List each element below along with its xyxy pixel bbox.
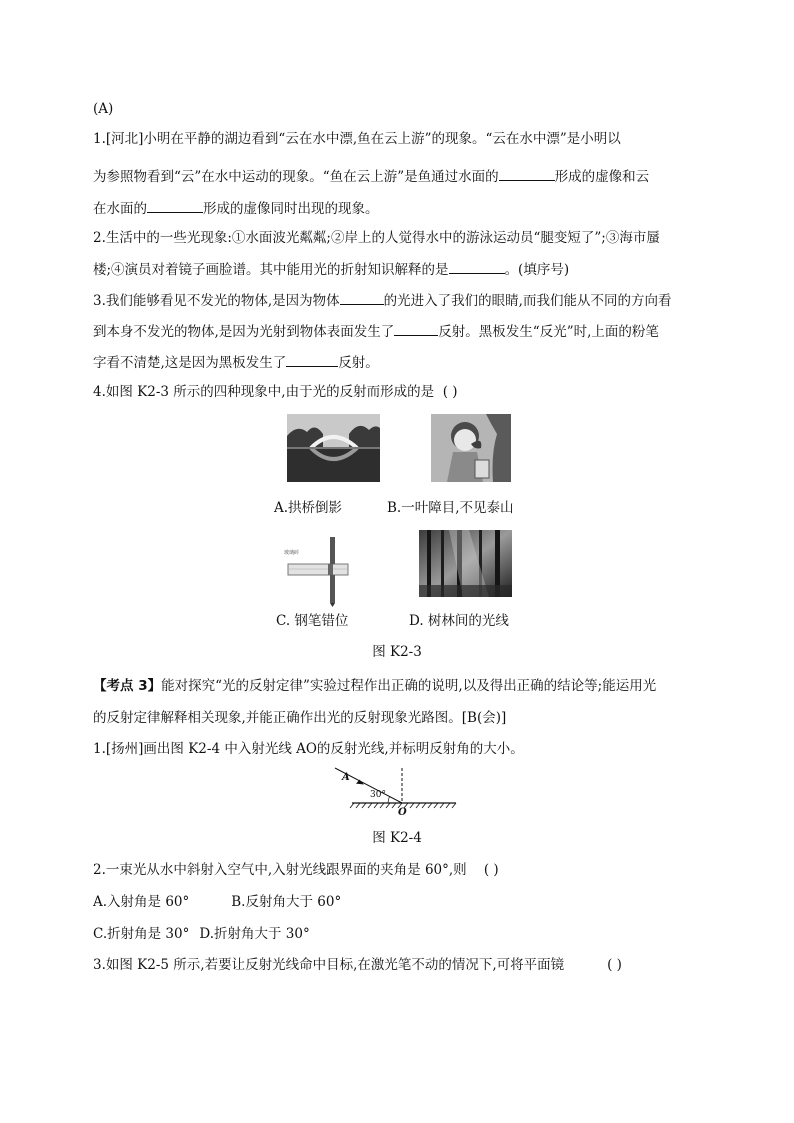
leaf-cartoon-svg <box>431 414 511 482</box>
k3q2-stem-text: 2.一束光从水中斜射入空气中,入射光线跟界面的夹角是 60°,则 <box>93 862 467 878</box>
k3q3-stem <box>93 956 622 974</box>
k3q3-stem-text: 3.如图 K2-5 所示,若要让反射光线命中目标,在激光笔不动的情况下,可将平面镜 <box>93 957 565 973</box>
kaodian-3-tag: 【考点 3】 <box>93 678 162 694</box>
q2-line-1: 2.生活中的一些光现象:①水面波光粼粼;②岸上的人觉得水中的游泳运动员“腿变短了”;③海市蜃 <box>93 230 660 246</box>
answer-blank[interactable] <box>394 321 438 336</box>
q3-line-1-a: 3.我们能够看见不发光的物体,是因为物体 <box>93 293 340 309</box>
q1-line-2 <box>93 166 649 186</box>
kaodian-3-line-1-text: 能对探究“光的反射定律”实验过程作出正确的说明,以及得出正确的结论等;能运用光 <box>161 678 657 694</box>
q3-line-3 <box>93 352 379 372</box>
kaodian-3-line-1 <box>93 677 656 695</box>
figure-k2-3-caption: 图 K2-3 <box>372 644 422 660</box>
q1-line-3 <box>93 198 379 218</box>
k3q2-options-row-1 <box>93 893 341 911</box>
option-a-label: A.拱桥倒影 <box>274 500 343 516</box>
answer-blank[interactable] <box>340 290 384 305</box>
q2-line-2-b: 。(填序号) <box>504 262 570 278</box>
k3q2-stem <box>93 861 499 879</box>
answer-blank[interactable] <box>147 198 203 213</box>
q4-stem-text: 4.如图 K2-3 所示的四种现象中,由于光的反射而形成的是 <box>93 384 435 400</box>
forest-light-photo <box>419 530 512 597</box>
q4-stem <box>93 383 458 401</box>
k3q2-option-b: B.反射角大于 60° <box>231 894 342 910</box>
q3-line-2-b: 反射。黑板发生“反光”时,上面的粉笔 <box>438 324 659 340</box>
q3-line-2 <box>93 321 659 341</box>
point-o-label: O <box>398 807 407 818</box>
kaodian-3-line-2: 的反射定律解释相关现象,并能正确作出光的反射现象光路图。[B(会)] <box>93 710 507 726</box>
section-label: (A) <box>93 101 114 117</box>
q1-line-3-b: 形成的虚像同时出现的现象。 <box>203 201 379 217</box>
q3-line-1-b: 的光进入了我们的眼睛,而我们能从不同的方向看 <box>383 293 672 309</box>
q1-line-2-b: 形成的虚像和云 <box>554 169 650 185</box>
figure-k2-4 <box>330 766 462 824</box>
angle-30-label: 30° <box>370 790 386 800</box>
option-c-label: C. 钢笔错位 <box>276 613 349 629</box>
k3q1-stem: 1.[扬州]画出图 K2-4 中入射光线 AO的反射光线,并标明反射角的大小。 <box>93 741 524 757</box>
point-a-label: A <box>342 772 350 783</box>
q2-line-2-a: 楼;④演员对着镜子画脸谱。其中能用光的折射知识解释的是 <box>93 262 449 278</box>
forest-light-svg <box>419 530 512 597</box>
option-b-label: B.一叶障目,不见泰山 <box>387 500 514 516</box>
arch-bridge-photo-svg <box>287 414 380 482</box>
q3-line-1 <box>93 290 671 310</box>
q2-line-2 <box>93 259 569 279</box>
k3q2-option-a: A.入射角是 60° <box>93 894 190 910</box>
pen-glass-picture <box>282 535 352 607</box>
answer-paren[interactable]: ( ) <box>442 384 458 400</box>
answer-paren[interactable]: ( ) <box>607 957 622 973</box>
q1-line-3-a: 在水面的 <box>93 201 147 217</box>
k3q2-option-d: D.折射角大于 30° <box>199 926 310 942</box>
answer-paren[interactable]: ( ) <box>483 862 499 878</box>
figure-k2-4-caption: 图 K2-4 <box>372 830 422 846</box>
k3q2-option-c: C.折射角是 30° <box>93 926 190 942</box>
q3-line-2-a: 到本身不发光的物体,是因为光射到物体表面发生了 <box>93 324 395 340</box>
q3-line-3-b: 反射。 <box>338 355 379 371</box>
answer-blank[interactable] <box>449 259 505 274</box>
glass-brick-label: 玻璃砖 <box>284 550 300 556</box>
arch-bridge-photo <box>287 414 380 482</box>
q1-line-1: 1.[河北]小明在平静的湖边看到“云在水中漂,鱼在云上游”的现象。“云在水中漂”是小明以 <box>93 131 621 147</box>
pen-glass-svg <box>282 535 352 607</box>
answer-blank[interactable] <box>286 352 338 367</box>
k3q2-options-row-2 <box>93 925 310 943</box>
q1-line-2-a: 为参照物看到“云”在水中运动的现象。“鱼在云上游”是鱼通过水面的 <box>93 169 499 185</box>
q3-line-3-a: 字看不清楚,这是因为黑板发生了 <box>93 355 287 371</box>
leaf-cartoon-picture <box>431 414 511 482</box>
answer-blank[interactable] <box>499 166 555 181</box>
option-d-label: D. 树林间的光线 <box>409 613 509 629</box>
